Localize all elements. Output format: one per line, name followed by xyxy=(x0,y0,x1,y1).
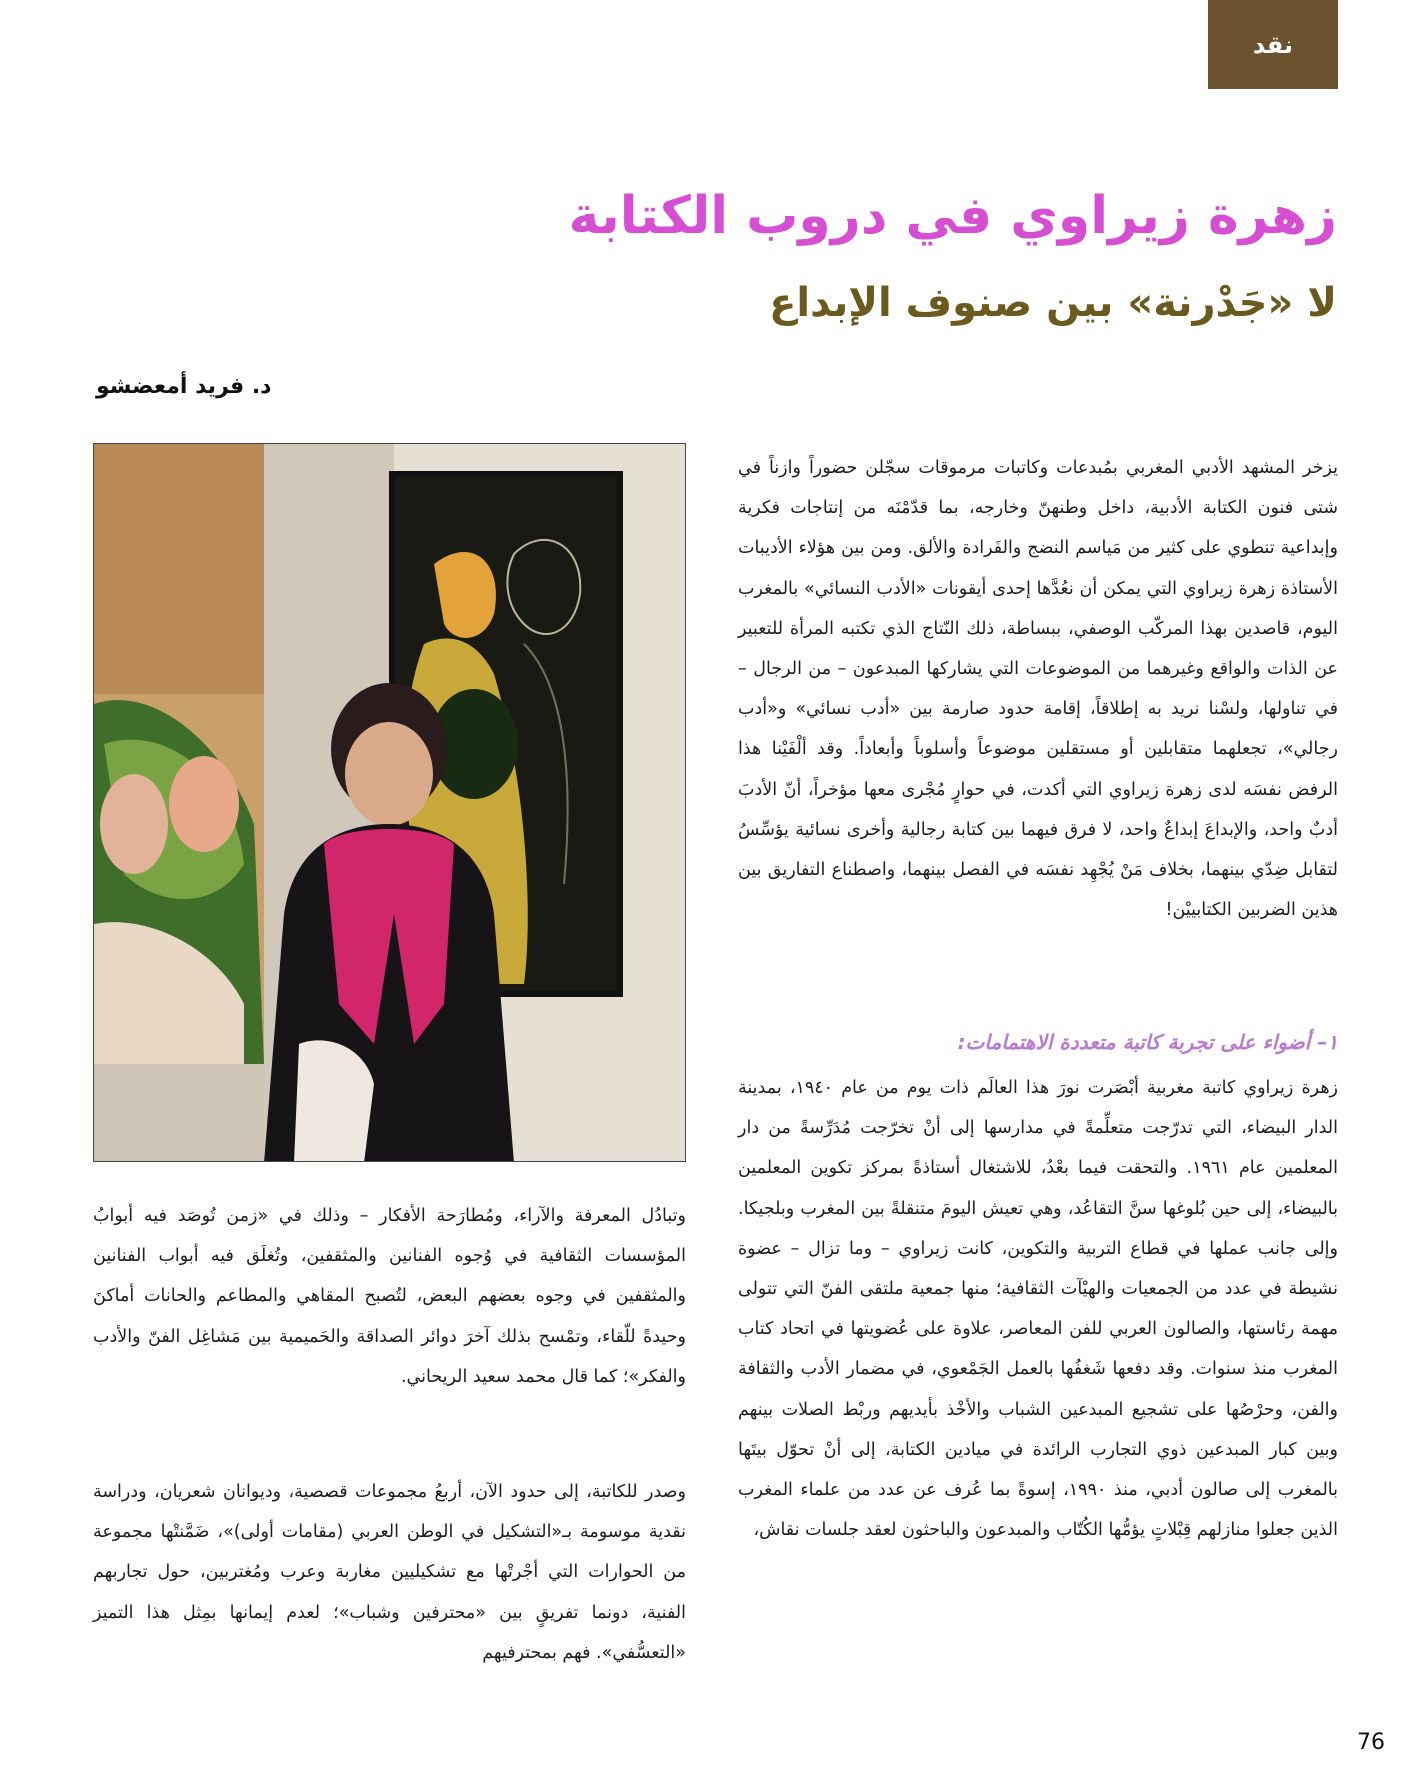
author-name: د. فريد أمعضشو xyxy=(96,374,272,399)
publications-paragraph: وصدر للكاتبة، إلى حدود الآن، أربعُ مجموعات قصصية، وديوانان شعريان، ودراسة نقدية موسومة بـ«التشكيل في الوطن العربي (مقامات أولى)»، ضَمَّنتْها مجموعة من الحوارات التي أجْرتْها مع تشكيليين مغاربة وعرب ومُغتربين، حول تجاربهم الفنية، دونما تفريقٍ بين «محترفين وشباب»؛ لعدم إيمانها بمِثل هذا التميز «التعسُّفي». فهم بمحترفيهم xyxy=(93,1482,686,1663)
intro-paragraph: يزخر المشهد الأدبي المغربي بمُبدعات وكاتبات مرموقات سجّلن حضوراً وازناً في شتى فنون الكتابة الأدبية، داخل وطنهنّ وخارجه، بما قدّمْنَه من إنتاجات فكرية وإبداعية تنطوي على كثير من مَياسم النضج والفَرادة والألق. ومن بين هؤلاء الأديبات الأستاذة زهرة زيراوي التي يمكن أن نعُدَّها إحدى أيقونات «الأدب النسائي» بالمغرب اليوم، قاصدين بهذا المركّب الوصفي، ببساطة، ذلك النّتاج الذي تكتبه المرأة للتعبير عن الذات والواقع وغيرهما من الموضوعات التي يشاركها المبدعون – من الرجال – في تناولها، ولسْنا نريد به إطلاقاً، إقامة حدود صارمة بين «أدب نسائي» و«أدب رجالي»، تجعلهما متقابلين أو مستقلين موضوعاً وأسلوباً وأبعاداً. وقد ألْفَيْنا هذا الرفض نفسَه لدى زهرة زيراوي التي أكدت، في حوارٍ مُجْرى معها مؤخراً، أنّ الأدبَ أدبٌ واحد، والإبداعَ إبداعٌ واحد، لا فرق فيهما بين كتابة رجالية وأخرى نسائية يؤسِّسُ لتقابل ضِدّي بينهما، بخلاف مَنْ يُجْهِد نفسَه في الفصل بينهما، واصطناع التفاريق بين هذين الضربين الكتابييْن! xyxy=(738,458,1338,921)
section-1-text xyxy=(738,1068,1338,1550)
section-heading: ١– أضواء على تجربة كاتبة متعددة الاهتمامات: xyxy=(957,1030,1338,1054)
left-column-continuation xyxy=(93,1196,686,1397)
intro-text xyxy=(738,448,1338,930)
section-tag: نقد xyxy=(1208,0,1338,89)
page-number: 76 xyxy=(1357,1730,1385,1755)
article-subtitle: لا «جَدْرنة» بين صنوف الإبداع xyxy=(769,280,1337,326)
article-title: زهرة زيراوي في دروب الكتابة xyxy=(568,186,1337,246)
continuation-paragraph: وتبادُل المعرفة والآراء، ومُطارَحة الأفكار – وذلك في «زمن تُوصَد فيه أبوابُ المؤسسات الثقافية في وُجوه الفنانين والمثقفين، وتُغلَق فيه أبواب الفنانين والمثقفين في وجوه بعضهم البعض، لتُصبح المقاهي والمطاعم والحانات أماكنَ وحيدةً للّقاء، وتمْسح بذلك آخرَ دوائر الصداقة والحَميمية بين مَشاغِل الفنّ والأدب والفكر»؛ كما قال محمد سعيد الريحاني. xyxy=(93,1206,686,1387)
author-photo xyxy=(93,443,686,1162)
left-column-paragraph-2 xyxy=(93,1472,686,1673)
section-1-paragraph: زهرة زيراوي كاتبة مغربية أبْصَرت نورَ هذا العالَم ذات يوم من عام ١٩٤٠، بمدينة الدار البيضاء، التي تدرّجت متعلِّمةً في مدارسها إلى أنْ تخرّجت مُدَرِّسةً من دار المعلمين عام ١٩٦١. والتحقت فيما بعْدُ، للاشتغال أستاذةً بمركز تكوين المعلمين بالبيضاء، إلى حين بُلوغها سنَّ التقاعُد، وهي تعيش اليومَ متنقلةً بين المغرب وبلجيكا. وإلى جانب عملها في قطاع التربية والتكوين، كانت زيراوي – وما تزال – عضوة نشيطة في عدد من الجمعيات والهيْآت الثقافية؛ منها جمعية ملتقى الفنّ التي تتولى مهمة رئاستها، والصالون العربي للفن المعاصر، علاوة على عُضويتها في اتحاد كتاب المغرب منذ سنوات. وقد دفعها شَغفُها بالعمل الجَمْعوي، في مضمار الأدب والثقافة والفن، وحرْصُها على تشجيع المبدعين الشباب والأخْذ بأيديهم وربْط الصلات بينهم وبين كبار المبدعين ذوي التجارب الرائدة في ميادين الكتابة، إلى أنْ تحوّل بيتَها بالمغرب إلى صالون أدبي، منذ ١٩٩٠، إسوةً بما عُرف عن عدد من علماء المغرب الذين جعلوا منازلهم قِبْلاتٍ يؤمُّها الكُتّاب والمبدعون والباحثون لعقد جلسات نقاش، xyxy=(738,1078,1338,1541)
